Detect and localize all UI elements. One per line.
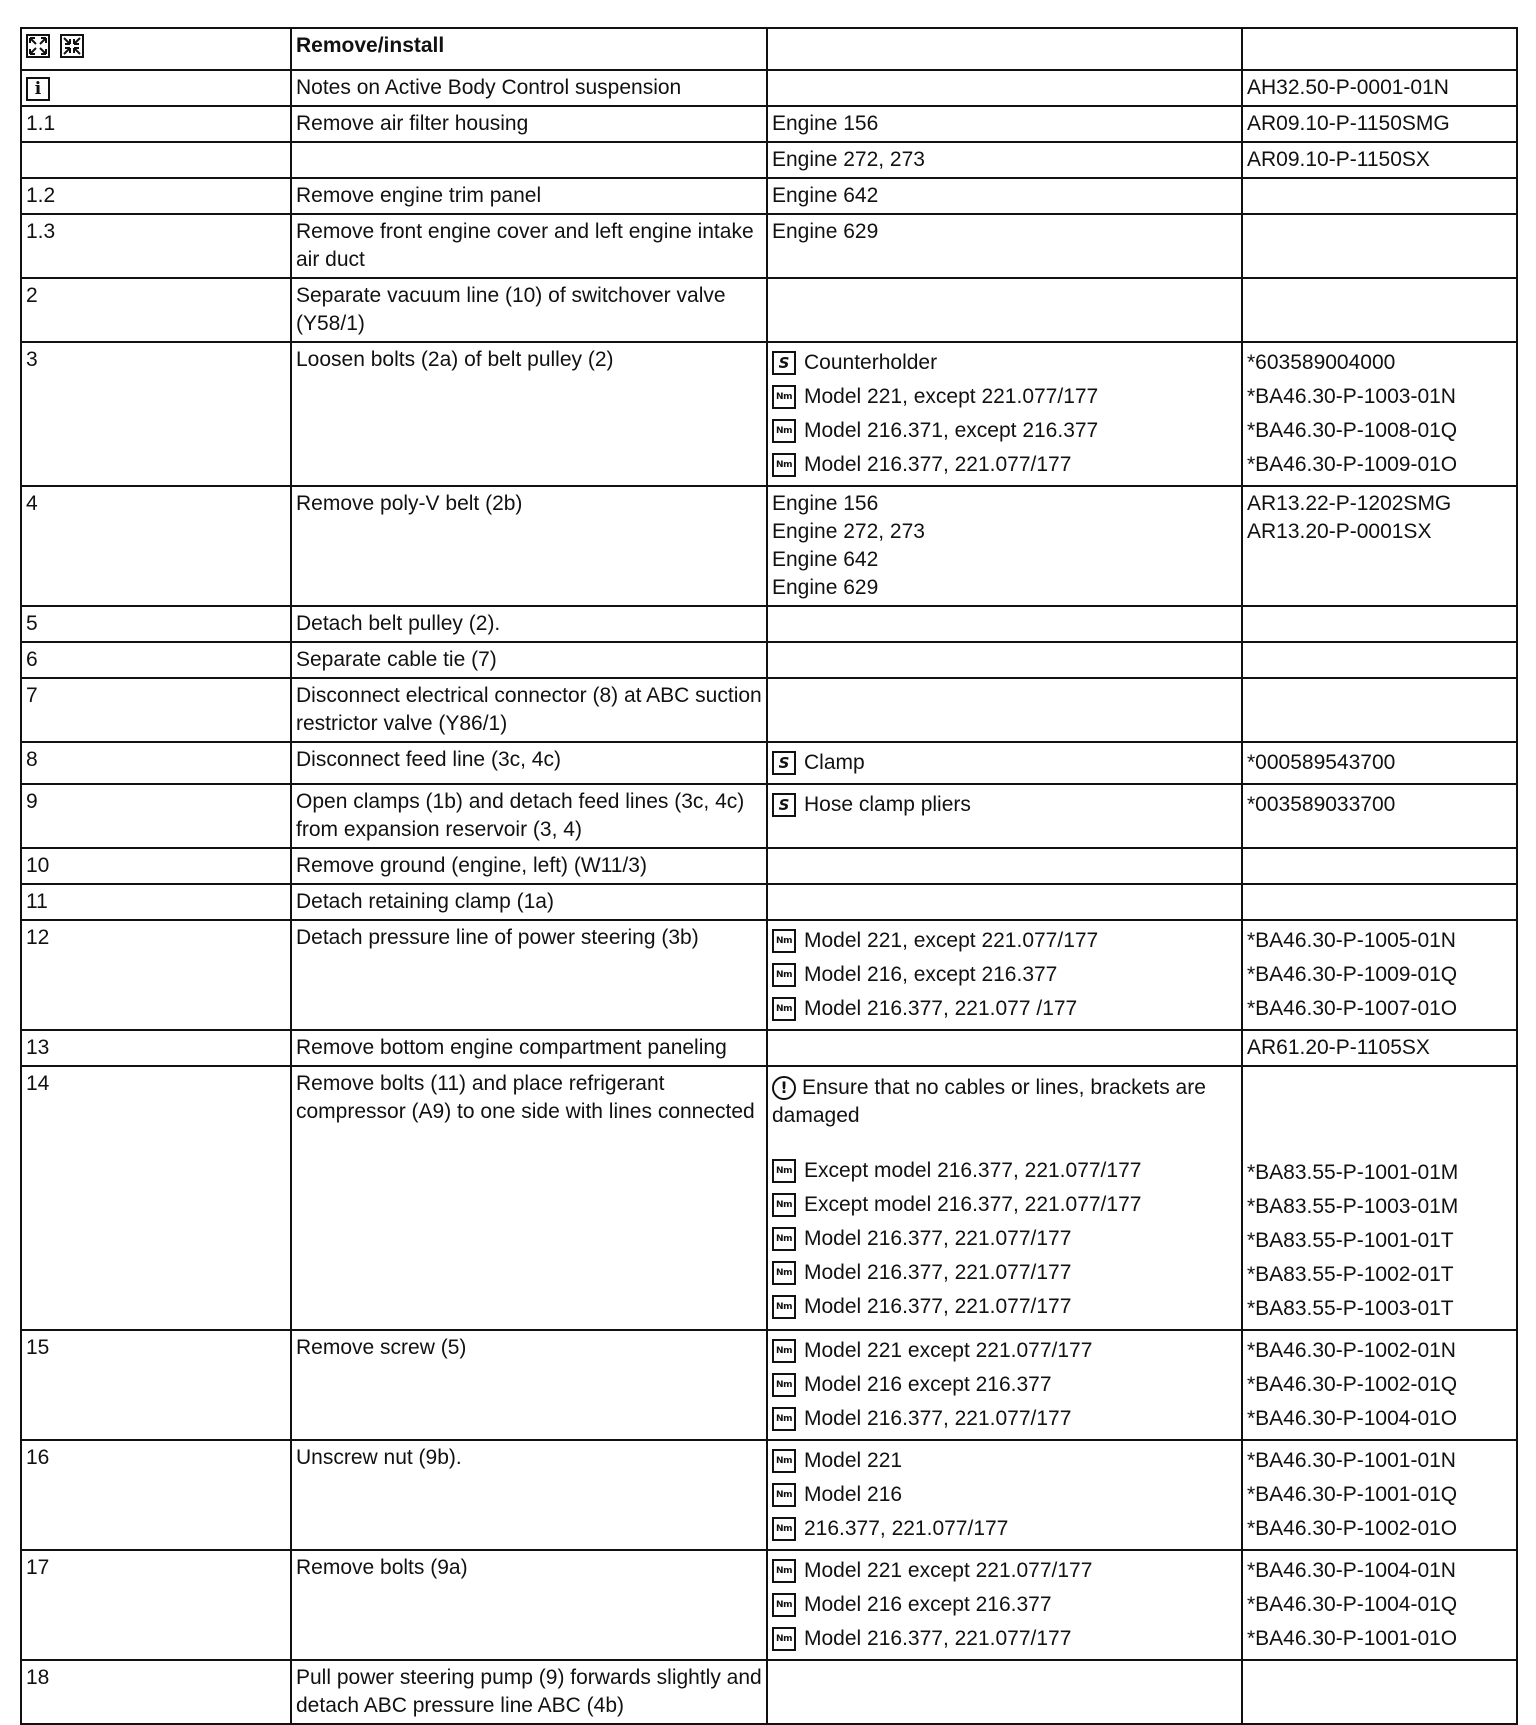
- task-cell: [291, 142, 767, 178]
- detail-item: [772, 1444, 1237, 1478]
- table-row: [21, 278, 1517, 342]
- detail-cell: [767, 606, 1242, 642]
- reference-cell: [1242, 106, 1517, 142]
- reference-link[interactable]: *BA83.55-P-1001-01M: [1247, 1161, 1459, 1184]
- table-row: [21, 1066, 1517, 1330]
- detail-item: [772, 182, 1237, 210]
- reference-cell: [1242, 606, 1517, 642]
- task-text: Loosen bolts (2a) of belt pulley (2): [296, 348, 614, 371]
- reference-cell: [1242, 214, 1517, 278]
- task-text: Unscrew nut (9b).: [296, 1446, 462, 1469]
- reference-cell: [1242, 178, 1517, 214]
- detail-cell: [767, 642, 1242, 678]
- reference-link[interactable]: *BA46.30-P-1001-01N: [1247, 1449, 1456, 1472]
- step-number: 4: [26, 492, 38, 515]
- detail-text: Model 216, except 216.377: [804, 963, 1058, 986]
- step-number-cell: [21, 178, 291, 214]
- torque-nm-icon: Nm: [772, 1295, 796, 1319]
- detail-cell: [767, 278, 1242, 342]
- table-row: [21, 1660, 1517, 1724]
- table-row: [21, 884, 1517, 920]
- task-cell: [291, 486, 767, 606]
- reference-link[interactable]: *BA83.55-P-1001-01T: [1247, 1229, 1454, 1252]
- special-tool-icon: S: [772, 351, 796, 375]
- reference-link[interactable]: AR13.20-P-0001SX: [1247, 520, 1432, 543]
- step-number-cell: [21, 742, 291, 784]
- detail-item: [772, 1402, 1237, 1436]
- step-number: 6: [26, 648, 38, 671]
- task-text: Detach pressure line of power steering (3b): [296, 926, 699, 949]
- table-row: [21, 214, 1517, 278]
- task-cell: [291, 1550, 767, 1660]
- task-cell: [291, 342, 767, 486]
- torque-nm-icon: Nm: [772, 1373, 796, 1397]
- step-number-cell: [21, 278, 291, 342]
- task-text: Remove ground (engine, left) (W11/3): [296, 854, 647, 877]
- header-empty-cell: [767, 28, 1242, 70]
- task-text: Separate vacuum line (10) of switchover valve (Y58/1): [296, 284, 726, 335]
- step-number-cell: [21, 606, 291, 642]
- task-cell: [291, 678, 767, 742]
- torque-nm-icon: Nm: [772, 1193, 796, 1217]
- detail-cell: [767, 742, 1242, 784]
- torque-nm-icon: Nm: [772, 1559, 796, 1583]
- torque-nm-icon: Nm: [772, 1627, 796, 1651]
- reference-cell: [1242, 1550, 1517, 1660]
- torque-nm-icon: Nm: [772, 929, 796, 953]
- task-cell: [291, 178, 767, 214]
- torque-nm-icon: Nm: [772, 419, 796, 443]
- reference-link[interactable]: *BA83.55-P-1002-01T: [1247, 1263, 1454, 1286]
- detail-cell: [767, 486, 1242, 606]
- detail-item: [772, 346, 1237, 380]
- spacer: [1247, 1070, 1512, 1156]
- detail-text: Engine 272, 273: [772, 148, 925, 171]
- detail-cell: [767, 1550, 1242, 1660]
- step-number: 1.2: [26, 184, 56, 207]
- detail-item: [772, 146, 1237, 174]
- step-number-cell: [21, 884, 291, 920]
- header-icons-cell: [21, 28, 291, 70]
- reference-cell: [1242, 884, 1517, 920]
- header-empty-cell: [1242, 28, 1517, 70]
- task-cell: [291, 278, 767, 342]
- detail-cell: [767, 106, 1242, 142]
- detail-item: [772, 414, 1237, 448]
- table-row: [21, 142, 1517, 178]
- reference-link[interactable]: AR09.10-P-1150SX: [1247, 148, 1430, 171]
- reference-link[interactable]: *BA46.30-P-1005-01N: [1247, 929, 1456, 952]
- detail-text: Engine 156: [772, 492, 879, 515]
- detail-cell: [767, 848, 1242, 884]
- torque-nm-icon: Nm: [772, 1517, 796, 1541]
- detail-item: [772, 1334, 1237, 1368]
- reference-cell: [1242, 70, 1517, 106]
- step-number: 17: [26, 1556, 50, 1579]
- table-row: [21, 848, 1517, 884]
- detail-text: 216.377, 221.077/177: [804, 1517, 1009, 1540]
- detail-cell: [767, 884, 1242, 920]
- reference-cell: [1242, 342, 1517, 486]
- step-number: 9: [26, 790, 38, 813]
- task-text: Detach retaining clamp (1a): [296, 890, 554, 913]
- reference-cell: [1242, 784, 1517, 848]
- detail-item: [772, 1478, 1237, 1512]
- detail-text: Model 216 except 216.377: [804, 1373, 1052, 1396]
- step-number-cell: [21, 1330, 291, 1440]
- detail-item: [772, 1290, 1237, 1324]
- reference-link[interactable]: *BA46.30-P-1007-01O: [1247, 997, 1458, 1020]
- detail-text: Model 221, except 221.077/177: [804, 385, 1099, 408]
- step-number-cell: [21, 1030, 291, 1066]
- detail-cell: [767, 678, 1242, 742]
- task-cell: [291, 784, 767, 848]
- detail-cell: [767, 1330, 1242, 1440]
- reference-cell: [1242, 848, 1517, 884]
- task-text: Remove poly-V belt (2b): [296, 492, 523, 515]
- detail-text: Model 216.377, 221.077/177: [804, 1295, 1072, 1318]
- detail-text: Model 216.377, 221.077/177: [804, 1407, 1072, 1430]
- reference-link[interactable]: *BA46.30-P-1009-01Q: [1247, 963, 1458, 986]
- reference-cell: [1242, 1030, 1517, 1066]
- detail-text: Engine 629: [772, 576, 879, 599]
- detail-text: Model 221: [804, 1449, 903, 1472]
- step-number-cell: [21, 142, 291, 178]
- task-text: Disconnect feed line (3c, 4c): [296, 748, 561, 771]
- task-text: Notes on Active Body Control suspension: [296, 76, 682, 99]
- task-text: Remove front engine cover and left engine intake air duct: [296, 220, 754, 271]
- task-text: Detach belt pulley (2).: [296, 612, 501, 635]
- reference-link[interactable]: *003589033700: [1247, 793, 1396, 816]
- reference-cell: [1242, 278, 1517, 342]
- reference-link[interactable]: *BA46.30-P-1001-01Q: [1247, 1483, 1458, 1506]
- reference-link[interactable]: AR13.22-P-1202SMG: [1247, 492, 1452, 515]
- reference-link[interactable]: *BA46.30-P-1001-01O: [1247, 1627, 1458, 1650]
- reference-link[interactable]: *BA46.30-P-1004-01N: [1247, 1559, 1456, 1582]
- detail-cell: [767, 342, 1242, 486]
- procedure-table: [20, 27, 1518, 1725]
- step-number: 15: [26, 1336, 50, 1359]
- detail-text: Model 216.377, 221.077/177: [804, 453, 1072, 476]
- detail-text: Hose clamp pliers: [804, 793, 971, 816]
- table-row: [21, 642, 1517, 678]
- detail-item: [772, 448, 1237, 482]
- reference-link[interactable]: *BA46.30-P-1004-01Q: [1247, 1593, 1458, 1616]
- reference-cell: [1242, 1440, 1517, 1550]
- detail-text: Counterholder: [804, 351, 938, 374]
- detail-item: [772, 546, 1237, 574]
- task-text: Remove bolts (9a): [296, 1556, 468, 1579]
- detail-text: Model 216: [804, 1483, 903, 1506]
- detail-cell: [767, 142, 1242, 178]
- step-number: 14: [26, 1072, 50, 1095]
- task-cell: [291, 742, 767, 784]
- warning-text: Ensure that no cables or lines, brackets are damaged: [772, 1076, 1206, 1127]
- table-row: [21, 1030, 1517, 1066]
- detail-cell: [767, 1660, 1242, 1724]
- detail-item: [772, 110, 1237, 138]
- detail-item: [772, 958, 1237, 992]
- step-number-cell: [21, 1440, 291, 1550]
- step-number-cell: [21, 678, 291, 742]
- torque-nm-icon: Nm: [772, 1593, 796, 1617]
- table-row: [21, 606, 1517, 642]
- task-cell: [291, 1066, 767, 1330]
- torque-nm-icon: Nm: [772, 1483, 796, 1507]
- caution-icon: !: [772, 1076, 796, 1100]
- task-text: Disconnect electrical connector (8) at ABC suction restrictor valve (Y86/1): [296, 684, 762, 735]
- step-number-cell: [21, 106, 291, 142]
- detail-text: Engine 642: [772, 548, 879, 571]
- reference-link[interactable]: *BA46.30-P-1008-01Q: [1247, 419, 1458, 442]
- reference-cell: [1242, 1330, 1517, 1440]
- task-text: Open clamps (1b) and detach feed lines (3c, 4c) from expansion reservoir (3, 4): [296, 790, 745, 841]
- task-cell: [291, 1330, 767, 1440]
- detail-item: [772, 1256, 1237, 1290]
- detail-text: Model 221 except 221.077/177: [804, 1339, 1093, 1362]
- table-row: [21, 486, 1517, 606]
- detail-cell: [767, 1030, 1242, 1066]
- reference-link[interactable]: AR61.20-P-1105SX: [1247, 1036, 1430, 1059]
- detail-item: [772, 1554, 1237, 1588]
- detail-item: [772, 1368, 1237, 1402]
- detail-item: [772, 1588, 1237, 1622]
- task-text: Remove bottom engine compartment paneling: [296, 1036, 727, 1059]
- task-cell: [291, 884, 767, 920]
- spacer: [772, 1130, 1237, 1154]
- step-number-cell: [21, 848, 291, 884]
- special-tool-icon: S: [772, 751, 796, 775]
- detail-text: Except model 216.377, 221.077/177: [804, 1159, 1142, 1182]
- torque-nm-icon: Nm: [772, 1449, 796, 1473]
- step-number-cell: [21, 1660, 291, 1724]
- task-text: Remove engine trim panel: [296, 184, 542, 207]
- step-number: 3: [26, 348, 38, 371]
- step-number: 16: [26, 1446, 50, 1469]
- task-text: Pull power steering pump (9) forwards slightly and detach ABC pressure line ABC (4b): [296, 1666, 762, 1717]
- detail-item: [772, 1222, 1237, 1256]
- table-row: [21, 920, 1517, 1030]
- detail-text: Model 216.377, 221.077 /177: [804, 997, 1078, 1020]
- warning-note: [772, 1070, 1237, 1130]
- step-number-cell: [21, 70, 291, 106]
- table-row: [21, 742, 1517, 784]
- task-cell: [291, 606, 767, 642]
- table-row: [21, 678, 1517, 742]
- detail-text: Engine 272, 273: [772, 520, 925, 543]
- detail-item: [772, 1188, 1237, 1222]
- torque-nm-icon: Nm: [772, 385, 796, 409]
- detail-item: [772, 518, 1237, 546]
- task-cell: [291, 70, 767, 106]
- expand-icon[interactable]: [26, 34, 50, 58]
- reference-cell: [1242, 486, 1517, 606]
- detail-text: Engine 156: [772, 112, 879, 135]
- detail-cell: [767, 1066, 1242, 1330]
- step-number: 1.3: [26, 220, 56, 243]
- special-tool-icon: S: [772, 793, 796, 817]
- reference-link[interactable]: *603589004000: [1247, 351, 1396, 374]
- reference-cell: [1242, 742, 1517, 784]
- reference-link[interactable]: AH32.50-P-0001-01N: [1247, 76, 1449, 99]
- step-number-cell: [21, 784, 291, 848]
- detail-cell: [767, 1440, 1242, 1550]
- step-number: 5: [26, 612, 38, 635]
- detail-cell: [767, 214, 1242, 278]
- task-cell: [291, 214, 767, 278]
- detail-text: Model 216.377, 221.077/177: [804, 1627, 1072, 1650]
- torque-nm-icon: Nm: [772, 1227, 796, 1251]
- step-number: 7: [26, 684, 38, 707]
- detail-item: [772, 1512, 1237, 1546]
- reference-link[interactable]: *BA46.30-P-1002-01Q: [1247, 1373, 1458, 1396]
- header-row: [21, 28, 1517, 70]
- detail-text: Except model 216.377, 221.077/177: [804, 1193, 1142, 1216]
- table-row: [21, 178, 1517, 214]
- detail-item: [772, 924, 1237, 958]
- reference-link[interactable]: *BA46.30-P-1002-01N: [1247, 1339, 1456, 1362]
- reference-cell: [1242, 1066, 1517, 1330]
- step-number: 18: [26, 1666, 50, 1689]
- detail-text: Model 221, except 221.077/177: [804, 929, 1099, 952]
- step-number-cell: [21, 486, 291, 606]
- step-number: 1.1: [26, 112, 56, 135]
- detail-text: Model 216.377, 221.077/177: [804, 1227, 1072, 1250]
- detail-text: Model 216.371, except 216.377: [804, 419, 1099, 442]
- table-row: [21, 342, 1517, 486]
- detail-cell: [767, 784, 1242, 848]
- torque-nm-icon: Nm: [772, 1261, 796, 1285]
- reference-link[interactable]: *000589543700: [1247, 751, 1396, 774]
- reference-link[interactable]: *BA83.55-P-1003-01M: [1247, 1195, 1459, 1218]
- task-cell: [291, 106, 767, 142]
- detail-item: [772, 746, 1237, 780]
- task-text: Separate cable tie (7): [296, 648, 497, 671]
- table-row: [21, 106, 1517, 142]
- torque-nm-icon: Nm: [772, 1407, 796, 1431]
- reference-cell: [1242, 920, 1517, 1030]
- table-row: [21, 1440, 1517, 1550]
- table-row: [21, 784, 1517, 848]
- task-cell: [291, 848, 767, 884]
- collapse-icon[interactable]: [60, 34, 84, 58]
- task-text: Remove air filter housing: [296, 112, 529, 135]
- detail-item: [772, 788, 1237, 822]
- reference-link[interactable]: *BA46.30-P-1004-01O: [1247, 1407, 1458, 1430]
- detail-item: [772, 490, 1237, 518]
- task-cell: [291, 642, 767, 678]
- step-number: 10: [26, 854, 50, 877]
- detail-text: Engine 629: [772, 220, 879, 243]
- task-cell: [291, 1440, 767, 1550]
- step-number-cell: [21, 1066, 291, 1330]
- torque-nm-icon: Nm: [772, 997, 796, 1021]
- detail-item: [772, 1622, 1237, 1656]
- detail-cell: [767, 70, 1242, 106]
- task-cell: [291, 1660, 767, 1724]
- info-icon: i: [26, 77, 50, 101]
- detail-item: [772, 992, 1237, 1026]
- step-number-cell: [21, 1550, 291, 1660]
- reference-cell: [1242, 142, 1517, 178]
- detail-text: Engine 642: [772, 184, 879, 207]
- detail-item: [772, 1154, 1237, 1188]
- table-row: [21, 1550, 1517, 1660]
- reference-cell: [1242, 642, 1517, 678]
- reference-link[interactable]: *BA83.55-P-1003-01T: [1247, 1297, 1454, 1320]
- step-number: 12: [26, 926, 50, 949]
- task-cell: [291, 920, 767, 1030]
- reference-cell: [1242, 678, 1517, 742]
- reference-link[interactable]: AR09.10-P-1150SMG: [1247, 112, 1450, 135]
- torque-nm-icon: Nm: [772, 963, 796, 987]
- detail-item: [772, 380, 1237, 414]
- step-number: 2: [26, 284, 38, 307]
- task-text: Remove screw (5): [296, 1336, 467, 1359]
- reference-link[interactable]: *BA46.30-P-1009-01O: [1247, 453, 1458, 476]
- step-number-cell: [21, 920, 291, 1030]
- step-number: 13: [26, 1036, 50, 1059]
- reference-link[interactable]: *BA46.30-P-1002-01O: [1247, 1517, 1458, 1540]
- step-number: 11: [26, 890, 48, 913]
- table-row: [21, 70, 1517, 106]
- task-cell: [291, 1030, 767, 1066]
- detail-text: Clamp: [804, 751, 865, 774]
- table-row: [21, 1330, 1517, 1440]
- header-title: Remove/install: [291, 28, 767, 70]
- detail-item: [772, 218, 1237, 246]
- procedure-table-body: [21, 28, 1517, 1724]
- step-number: 8: [26, 748, 38, 771]
- detail-text: Model 216 except 216.377: [804, 1593, 1052, 1616]
- reference-cell: [1242, 1660, 1517, 1724]
- task-text: Remove bolts (11) and place refrigerant compressor (A9) to one side with lines connected: [296, 1072, 755, 1123]
- torque-nm-icon: Nm: [772, 453, 796, 477]
- step-number-cell: [21, 214, 291, 278]
- torque-nm-icon: Nm: [772, 1159, 796, 1183]
- detail-text: Model 221 except 221.077/177: [804, 1559, 1093, 1582]
- reference-link[interactable]: *BA46.30-P-1003-01N: [1247, 385, 1456, 408]
- detail-text: Model 216.377, 221.077/177: [804, 1261, 1072, 1284]
- step-number-cell: [21, 642, 291, 678]
- torque-nm-icon: Nm: [772, 1339, 796, 1363]
- step-number-cell: [21, 342, 291, 486]
- detail-cell: [767, 178, 1242, 214]
- detail-cell: [767, 920, 1242, 1030]
- detail-item: [772, 574, 1237, 602]
